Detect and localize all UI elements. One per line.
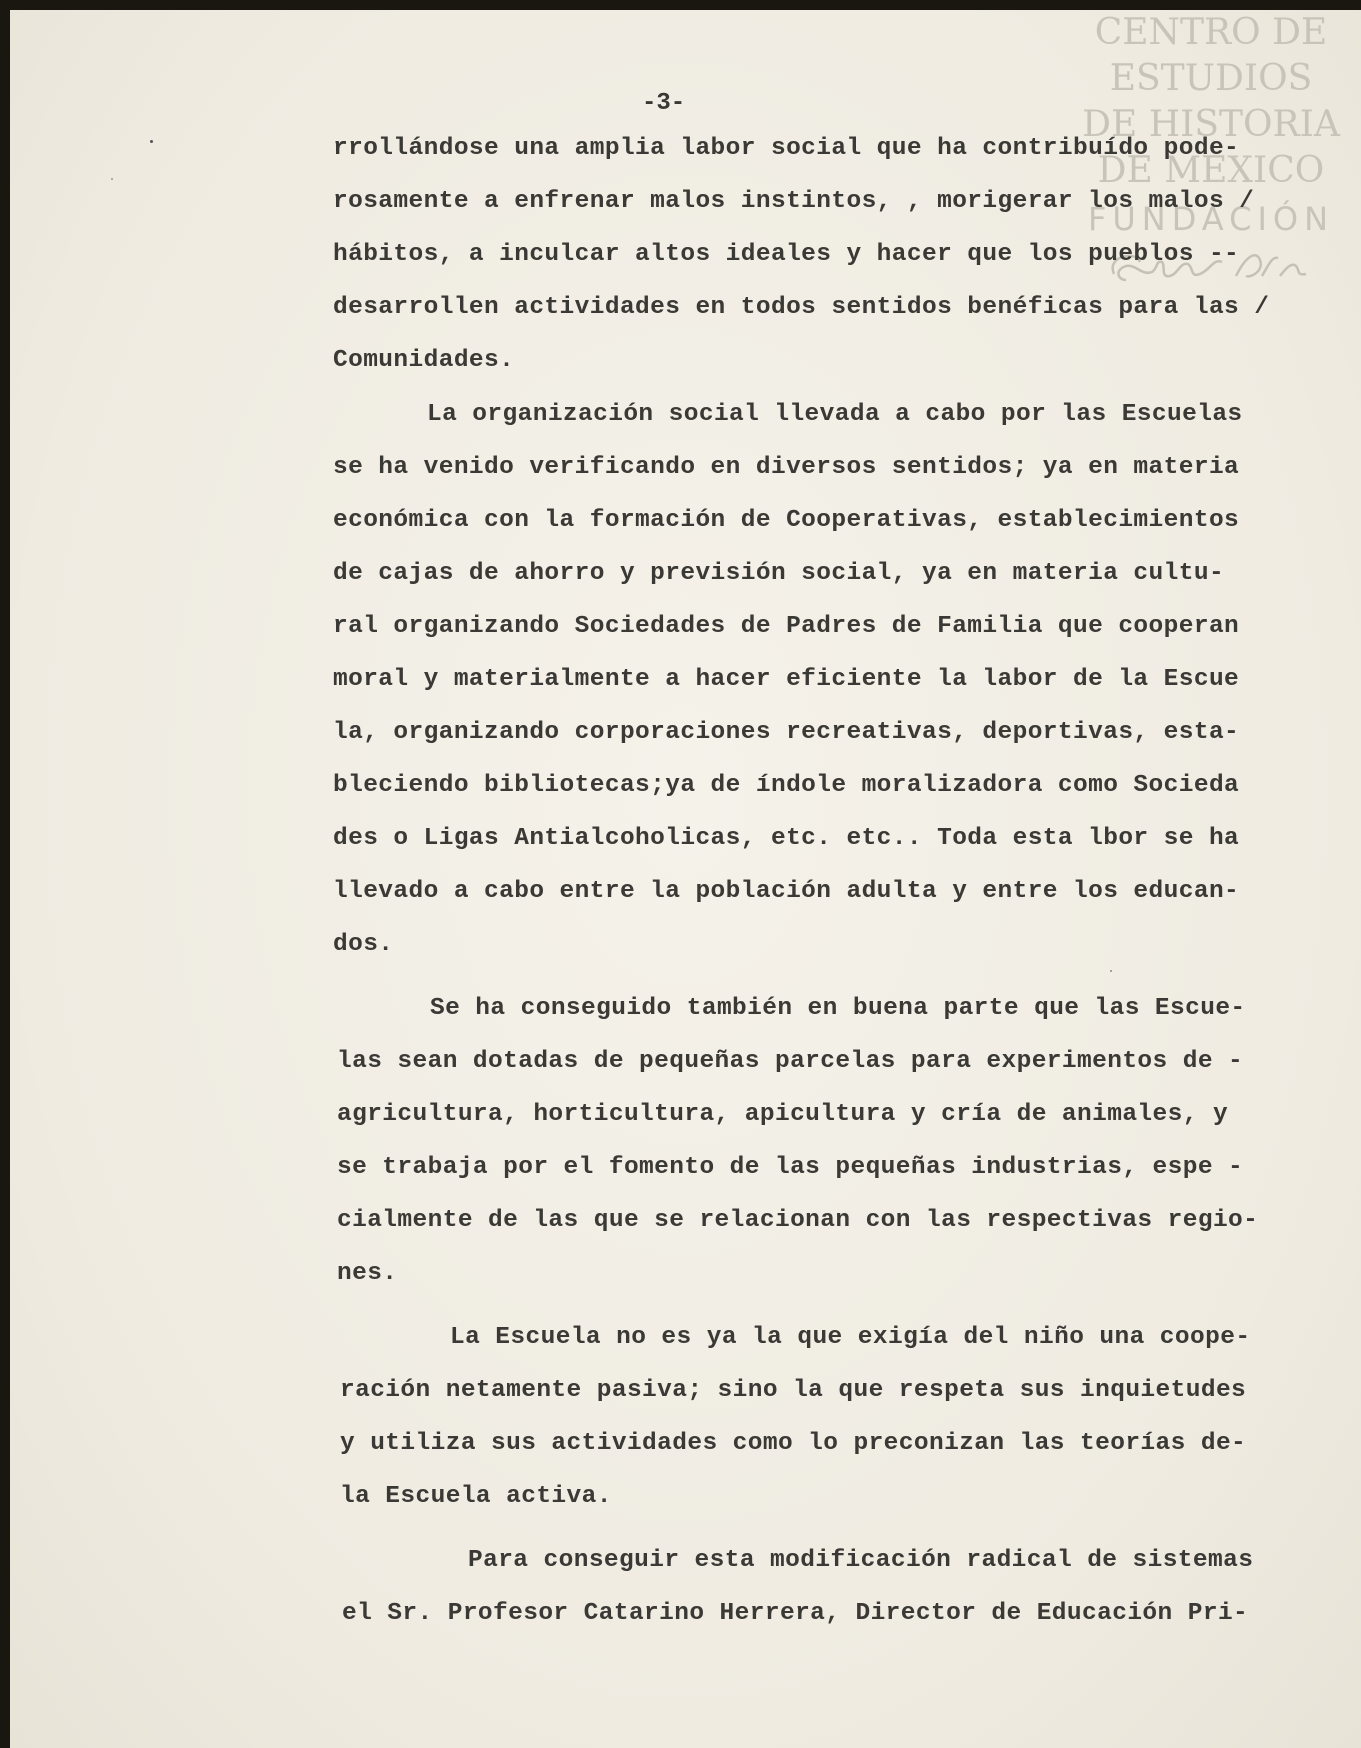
text-line-13: bleciendo bibliotecas;ya de índole moralizadora como Socieda <box>333 772 1240 799</box>
text-line-12: la, organizando corporaciones recreativas, deportivas, esta- <box>333 719 1240 746</box>
watermark-line-2: ESTUDIOS <box>1109 58 1313 99</box>
text-line-10: ral organizando Sociedades de Padres de Familia que cooperan <box>333 613 1240 640</box>
text-line-17: Se ha conseguido también en buena parte que las Escue- <box>430 995 1246 1022</box>
text-line-23: La Escuela no es ya la que exigía del niño una coope- <box>450 1324 1251 1351</box>
text-line-25: y utiliza sus actividades como lo preconizan las teorías de- <box>340 1430 1247 1457</box>
text-line-1: rrollándose una amplia labor social que ha contribuído pode- <box>333 135 1240 162</box>
text-line-19: agricultura, horticultura, apicultura y cría de animales, y <box>337 1101 1229 1128</box>
text-line-16: dos. <box>333 931 394 958</box>
text-line-7: se ha venido verificando en diversos sentidos; ya en materia <box>333 454 1240 481</box>
text-line-18: las sean dotadas de pequeñas parcelas para experimentos de - <box>337 1048 1244 1075</box>
paper-sheet <box>10 10 1361 1748</box>
text-line-20: se trabaja por el fomento de las pequeñas industrias, espe - <box>337 1154 1244 1181</box>
watermark-line-3: DE HISTORIA <box>1082 104 1340 145</box>
paper-speck <box>150 140 153 143</box>
text-line-27: Para conseguir esta modificación radical de sistemas <box>468 1547 1254 1574</box>
page-number: -3- <box>642 90 686 117</box>
text-line-24: ración netamente pasiva; sino la que respeta sus inquietudes <box>340 1377 1247 1404</box>
paper-speck <box>111 178 113 180</box>
text-line-22: nes. <box>337 1260 398 1287</box>
text-line-14: des o Ligas Antialcoholicas, etc. etc.. Toda esta lbor se ha <box>333 825 1240 852</box>
watermark-line-1: CENTRO DE <box>1094 12 1328 53</box>
watermark-foundation: FUNDACIÓN <box>1087 200 1335 238</box>
text-line-5: Comunidades. <box>333 347 515 374</box>
text-line-28: el Sr. Profesor Catarino Herrera, Director de Educación Pri- <box>342 1600 1249 1627</box>
text-line-26: la Escuela activa. <box>340 1483 612 1510</box>
text-line-2: rosamente a enfrenar malos instintos, , morigerar los malos / <box>333 188 1255 215</box>
text-line-3: hábitos, a inculcar altos ideales y hacer que los pueblos -- <box>333 241 1240 268</box>
text-line-21: cialmente de las que se relacionan con las respectivas regio- <box>337 1207 1259 1234</box>
text-line-9: de cajas de ahorro y previsión social, ya en materia cultu- <box>333 560 1225 587</box>
text-line-8: económica con la formación de Cooperativas, establecimientos <box>333 507 1240 534</box>
text-line-11: moral y materialmente a hacer eficiente la labor de la Escue <box>333 666 1240 693</box>
watermark-line-4: DE MEXICO <box>1097 150 1325 191</box>
text-line-6: La organización social llevada a cabo por las Escuelas <box>427 401 1243 428</box>
paper-speck <box>1110 970 1112 972</box>
text-line-4: desarrollen actividades en todos sentidos benéficas para las / <box>333 294 1270 321</box>
text-line-15: llevado a cabo entre la población adulta y entre los educan- <box>333 878 1240 905</box>
